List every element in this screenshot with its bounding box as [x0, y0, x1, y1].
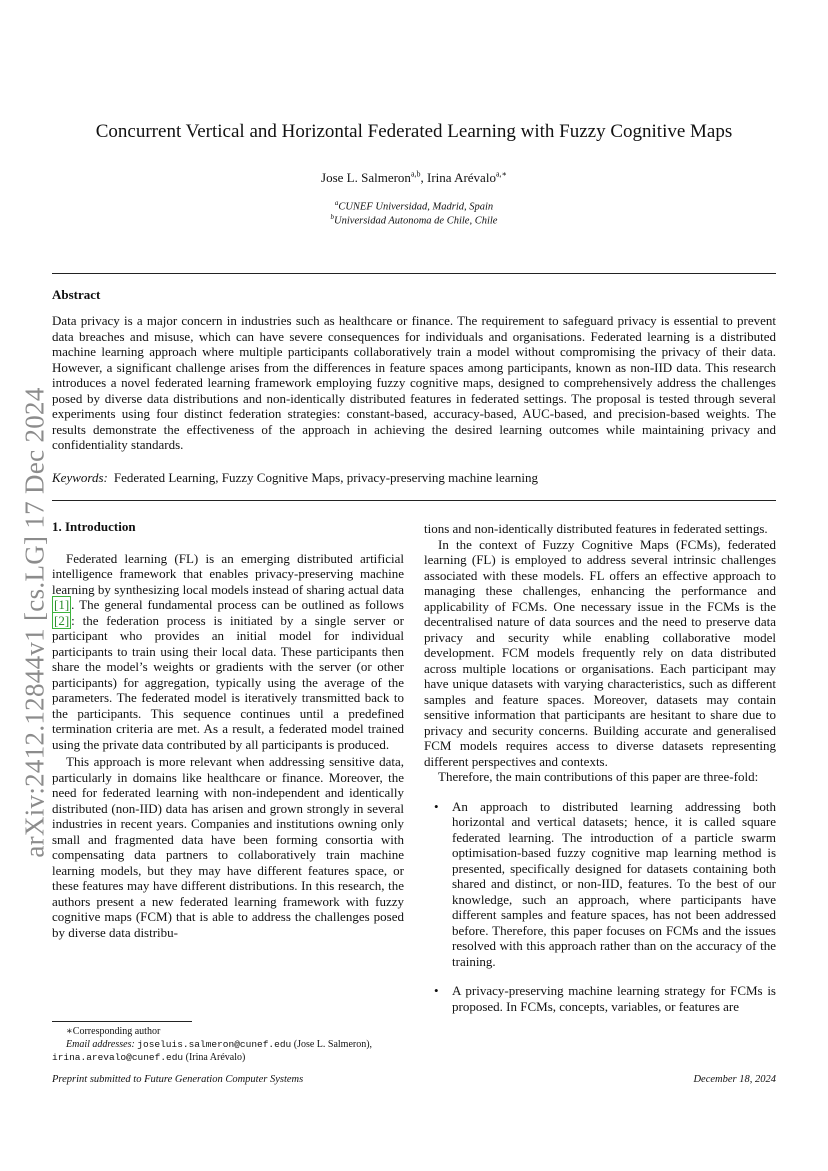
- paper-title: Concurrent Vertical and Horizontal Federated Learning with Fuzzy Cognitive Maps: [95, 121, 733, 142]
- author-line: [0, 170, 828, 186]
- left-column: [52, 519, 404, 940]
- footer-journal: Preprint submitted to Future Generation Computer Systems: [52, 1074, 304, 1085]
- contributions-list: [424, 799, 776, 1015]
- affiliation-a: $^a$CUNEF Universidad, Madrid, Spain: [334, 199, 494, 213]
- bullet-icon: •: [434, 983, 439, 998]
- author-1: Jose L. Salmeron$^{a,b}$,: [321, 170, 427, 186]
- author-2: Irina Arévalo$^{a,∗}$: [427, 170, 507, 186]
- footer-date: December 18, 2024: [693, 1074, 776, 1085]
- abstract-heading: Abstract: [52, 287, 101, 302]
- intro-paragraph-3: In the context of Fuzzy Cognitive Maps (FCMs), federated learning (FL) is employed to address several intrinsic challenges associated with these models. FL offers an effective approach to managing these challenges, enhancing the performance and applicability of FCMs. One necessary issue in the FCMs is the decentralised nature of data sources and the need to preserve data privacy and security while enabling collaborative model development. FCM models frequently rely on data distributed across multiple locations or organisations. Each participant may have unique datasets with varying characteristics, such as different samples and feature spaces. Moreover, datasets may contain sensitive information that participants are hesitant to share due to privacy and security concerns. Building accurate and generalised FCM models requires access to diverse datasets representing different perspectives and contexts.: [424, 536, 776, 769]
- keywords-text: Federated Learning, Fuzzy Cognitive Maps, privacy-preserving machine learning: [113, 470, 539, 485]
- keywords-label: Keywords:: [52, 470, 108, 485]
- email-line: Email addresses: joseluis.salmeron@cunef.edu (Jose L. Salmeron),: [66, 1039, 373, 1050]
- bullet-icon: •: [434, 798, 439, 814]
- list-item: • An approach to distributed learning addressing both horizontal and vertical datasets; hence, it is called square federated learning. The introduction of a particle swarm optimisation-based fuzzy cognitive map learning method is presented, specifically designed for datasets containing both shared and distinct, or non-IID, features. To the best of our knowledge, such an approach, where participants have different samples and feature spaces, has not been addressed before. Therefore, this paper focuses on FCMs and the issues resolved with this approach rather than on the accuracy of the training.: [434, 798, 776, 969]
- intro-paragraph-2-cont: tions and non-identically distributed features in federated settings.: [424, 521, 768, 536]
- footnote: [52, 1021, 404, 1064]
- keywords: [52, 470, 776, 486]
- citation-2[interactable]: [2]: [54, 612, 70, 628]
- bottom-rule: [52, 500, 776, 501]
- top-rule: [52, 273, 776, 274]
- corresponding-note: ∗Corresponding author: [66, 1026, 161, 1037]
- right-column: [424, 521, 776, 1014]
- affiliation-b: $^b$Universidad Autonoma de Chile, Chile: [330, 213, 498, 227]
- arxiv-stamp: arXiv:2412.12844v1 [cs.LG] 17 Dec 2024: [19, 387, 50, 858]
- intro-paragraph-2: This approach is more relevant when addressing sensitive data, particularly in domains like healthcare or finance. Moreover, the need for federated learning with non-independent and identically distributed (non-IID) data has arisen and grown strongly in several industries in recent years. Companies and institutions owning only small and fragmented data have been forming consortia with compensating data partners to collaboratively train machine learning models, but they may have different features space, or these features may have different distributions. In this research, the authors present a new federated learning framework with fuzzy cognitive maps (FCM) that is able to address the challenges posed by diverse data distribu-: [52, 754, 404, 940]
- list-item: • A privacy-preserving machine learning strategy for FCMs is proposed. In FCMs, concepts, variables, or features are: [434, 983, 776, 1014]
- section-heading: 1. Introduction: [52, 519, 136, 534]
- email-link-2[interactable]: irina.arevalo@cunef.edu: [52, 1052, 184, 1063]
- intro-paragraph-4: Therefore, the main contributions of this paper are three-fold:: [438, 769, 759, 784]
- email-link-1[interactable]: joseluis.salmeron@cunef.edu: [137, 1039, 292, 1050]
- citation-1[interactable]: [1]: [54, 597, 70, 612]
- intro-paragraph-1: Federated learning (FL) is an emerging distributed artificial intelligence framework that enables privacy-preserving machine learning by synthesizing local models instead of sharing actual data [1] . The general fundamental process can be outlined as follows [2] : the federation process is initiated by a single server or participant who provides an initial model for individual participants to train using their local data. These participants then share the model’s weights or gradients with the server (or other participants) for aggregation, typically using the average of the parameters. The federated model is iteratively transmitted back to the participants. This sequence continues until a predefined termination criteria are met. As a result, a federated model trained using the private data contributed by all participants is produced.: [52, 550, 404, 752]
- footnote-rule: [52, 1021, 192, 1022]
- abstract-text: Data privacy is a major concern in industries such as healthcare or finance. The requirement to safeguard privacy is essential to prevent data breaches and misuse, which can have severe consequences for individuals and organisations. Federated learning is a distributed machine learning approach where multiple participants collaboratively train a model without compromising the privacy of their data. However, a significant challenge arises from the differences in feature spaces among participants, known as non-IID data. This research introduces a novel federated learning framework employing fuzzy cognitive maps, designed to comprehensively address the challenges posed by diverse data distributions and non-identically distributed features in federated settings. The proposal is tested through several experiments using four distinct federation strategies: constant-based, accuracy-based, AUC-based, and precision-based weights. The results demonstrate the effectiveness of the approach in achieving the desired learning outcomes while maintaining privacy and confidentiality standards.: [52, 313, 776, 452]
- email-line-2: irina.arevalo@cunef.edu (Irina Arévalo): [52, 1052, 246, 1063]
